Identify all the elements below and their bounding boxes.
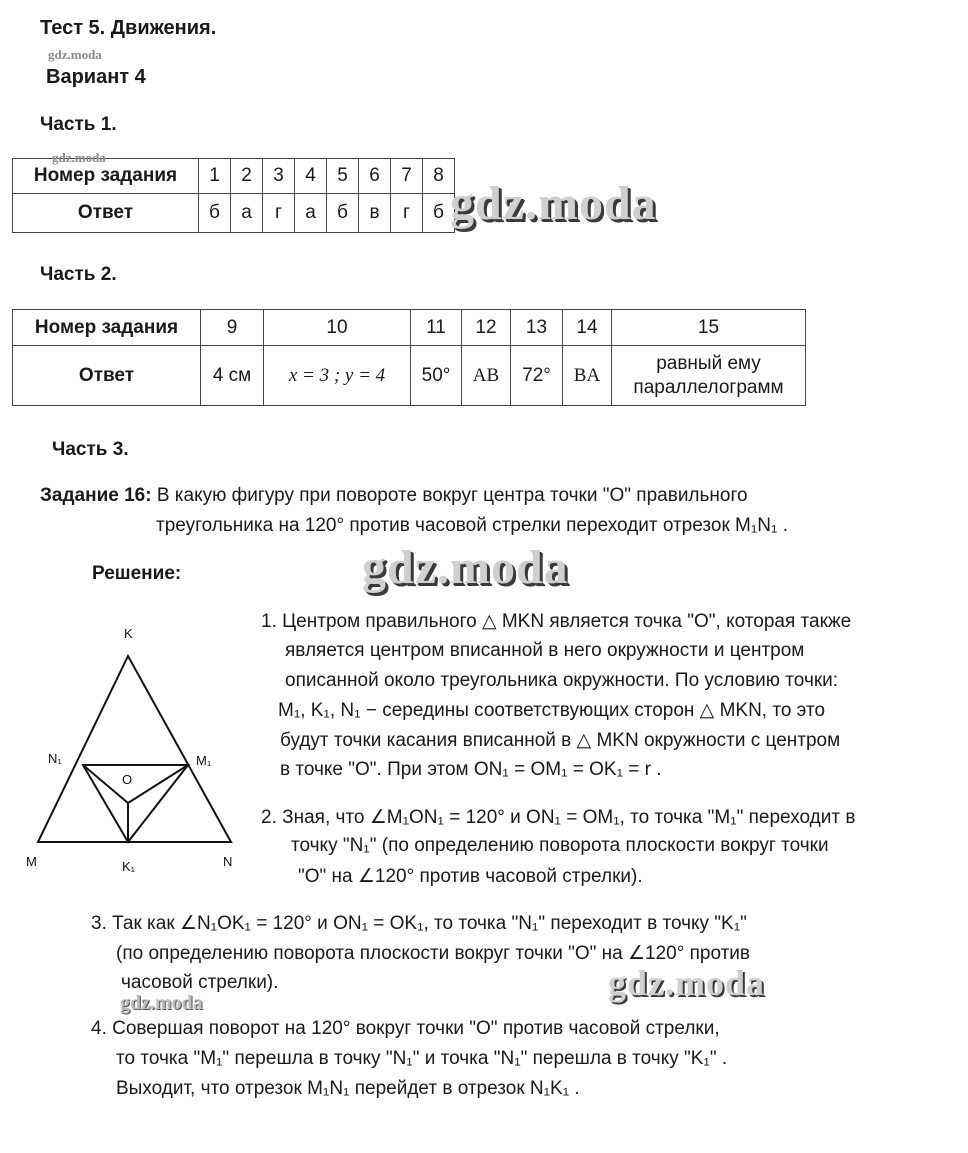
part1-answer: б (199, 194, 231, 233)
part1-heading: Часть 1. (40, 114, 117, 135)
part2-num: 9 (201, 310, 264, 346)
step1-line: является центром вписанной в него окружности и центром (285, 640, 805, 661)
step4-line: то точка "M₁" перешла в точку "N₁" и точка "N₁" перешла в точку "K₁" . (116, 1048, 728, 1069)
triangle-m1k1n1 (83, 765, 188, 842)
part1-answer: б (327, 194, 359, 233)
part1-num: 3 (263, 159, 295, 194)
step2-line: "О" на ∠120° против часовой стрелки). (298, 866, 643, 887)
part2-answer: 72° (511, 346, 563, 406)
part1-answer-label: Ответ (13, 194, 199, 233)
step1-line: будут точки касания вписанной в △ MKN окружности с центром (280, 730, 841, 751)
step4-line: Выходит, что отрезок M₁N₁ перейдет в отрезок N₁K₁ . (116, 1078, 580, 1099)
watermark-small: gdz.moda (120, 992, 203, 1014)
part1-num: 6 (359, 159, 391, 194)
step1-line: в точке "О". При этом ON₁ = OM₁ = OK₁ = r . (280, 759, 662, 780)
part1-answer: в (359, 194, 391, 233)
watermark-small: gdz.moda (52, 150, 106, 165)
label-o: O (122, 772, 133, 787)
part2-num: 11 (411, 310, 462, 346)
label-k1: K₁ (122, 859, 136, 874)
part1-answer: а (295, 194, 327, 233)
task-label: Задание 16: (40, 485, 152, 506)
step1-line: 1. Центром правильного △ MKN является точка "О", которая также (261, 611, 852, 632)
task-line-1 (40, 485, 748, 507)
solution-label: Решение: (92, 563, 182, 584)
part2-num: 14 (563, 310, 612, 346)
step3-line: (по определению поворота плоскости вокруг точки "О" на ∠120° против (116, 943, 751, 964)
part2-answer: x = 3 ; y = 4 (264, 346, 411, 406)
part1-row-label: Номер задания (13, 159, 199, 194)
part2-table (12, 309, 806, 406)
label-m: M (26, 854, 37, 869)
task-text-2: треугольника на 120° против часовой стрелки переходит отрезок M₁N₁ . (156, 515, 788, 536)
part2-answer: BA (563, 346, 612, 406)
part2-answer: 50° (411, 346, 462, 406)
label-k: K (124, 626, 133, 641)
label-m1: M₁ (196, 753, 212, 768)
step1-line: описанной около треугольника окружности. По условию точки: (285, 670, 839, 691)
part1-num: 5 (327, 159, 359, 194)
step2-line: 2. Зная, что ∠M₁ON₁ = 120° и ON₁ = OM₁, то точка "M₁" переходит в (261, 807, 856, 828)
part2-answer: AB (462, 346, 511, 406)
part1-num: 7 (391, 159, 423, 194)
part1-answer: б (423, 194, 455, 233)
part1-answer: а (231, 194, 263, 233)
watermark-large: gdz.moda (450, 177, 657, 230)
part2-num: 12 (462, 310, 511, 346)
triangle-mkn (38, 656, 231, 842)
part2-answer-label: Ответ (13, 346, 201, 406)
part2-heading: Часть 2. (40, 264, 117, 285)
step4-line: 4. Совершая поворот на 120° вокруг точки "O" против часовой стрелки, (91, 1018, 720, 1039)
part1-num: 2 (231, 159, 263, 194)
step3-line: часовой стрелки). (121, 972, 279, 993)
watermark-large: gdz.moda (362, 541, 569, 594)
part3-heading: Часть 3. (52, 439, 129, 460)
part2-num: 13 (511, 310, 563, 346)
part1-num: 4 (295, 159, 327, 194)
part2-row-label: Номер задания (13, 310, 201, 346)
part2-num: 10 (264, 310, 411, 346)
part1-answer: г (391, 194, 423, 233)
step2-line: точку "N₁" (по определению поворота плоскости вокруг точки (291, 835, 829, 856)
triangle-figure (18, 620, 248, 880)
label-n: N (223, 854, 233, 869)
part2-answer: 4 см (201, 346, 264, 406)
part1-num: 1 (199, 159, 231, 194)
variant-label: Вариант 4 (46, 66, 146, 88)
part1-num: 8 (423, 159, 455, 194)
part1-table (12, 158, 455, 233)
part2-answer: равный ему параллелограмм (612, 346, 806, 406)
segment-om1 (128, 765, 188, 803)
page-title: Тест 5. Движения. (40, 17, 217, 39)
part1-answer: г (263, 194, 295, 233)
task-text-1: В какую фигуру при повороте вокруг центра точки "О" правильного (156, 485, 748, 506)
step1-line: M₁, K₁, N₁ − середины соответствующих сторон △ MKN, то это (278, 700, 826, 721)
step3-line: 3. Так как ∠N₁OK₁ = 120° и ON₁ = OK₁, то точка "N₁" переходит в точку "K₁" (91, 913, 747, 934)
watermark-small: gdz.moda (48, 47, 102, 62)
watermark-medium: gdz.moda (608, 963, 766, 1003)
part2-num: 15 (612, 310, 806, 346)
label-n1: N₁ (48, 751, 62, 766)
